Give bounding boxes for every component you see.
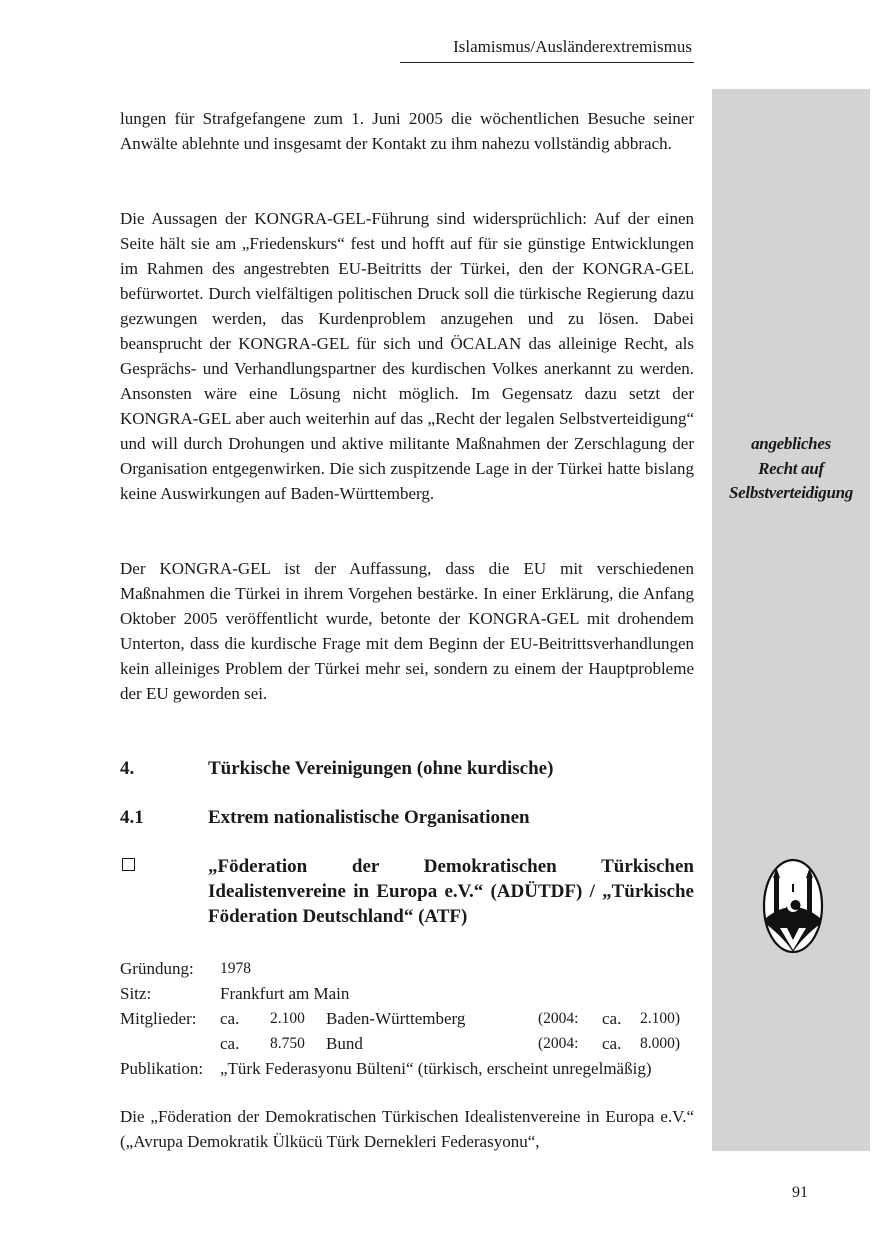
- members-region: Bund: [326, 1034, 363, 1053]
- margin-note-line: Recht auf: [758, 458, 824, 478]
- info-label: Gründung:: [120, 959, 194, 978]
- section-number: 4.: [120, 758, 135, 779]
- section-number: 4.1: [120, 807, 144, 828]
- info-row-publication: [120, 1056, 700, 1081]
- info-row-members: [120, 1031, 700, 1056]
- checkbox-bullet-icon: [122, 858, 135, 871]
- members-region: Baden-Württemberg: [326, 1009, 466, 1028]
- organization-info: [120, 956, 700, 1081]
- info-label: Sitz:: [120, 984, 152, 1003]
- info-row-founding: [120, 956, 700, 981]
- crescent-mosque-emblem-icon: [762, 858, 824, 954]
- margin-sidebar: [712, 89, 870, 1151]
- info-value: Frankfurt am Main: [220, 984, 350, 1003]
- running-head: [400, 36, 694, 63]
- members-prev-approx: ca.: [602, 1034, 622, 1053]
- section-title: Extrem nationalistische Organisationen: [208, 807, 530, 828]
- running-head-text: Islamismus/Ausländerextremismus: [453, 37, 692, 56]
- members-prev-approx: ca.: [602, 1009, 622, 1028]
- page-number: 91: [792, 1184, 808, 1201]
- info-value: „Türk Federasyonu Bülteni“ (türkisch, erscheint unregelmäßig): [220, 1059, 652, 1078]
- paragraph: Der KONGRA-GEL ist der Auffassung, dass die EU mit verschiedenen Maßnahmen die Türkei in ihrem Vorgehen bestärke. In einer Erklärung, die Anfang Oktober 2005 veröffentlicht wurde, betonte der KONGRA-GEL mit drohendem Unterton, dass die kurdische Frage mit dem Beginn der EU-Beitrittsverhandlungen kein alleiniges Problem der Türkei mehr sei, sondern zu einem der Hauptprobleme der EU geworden sei.: [120, 559, 694, 703]
- organization-heading: [120, 854, 694, 929]
- margin-note-line: angebliches: [751, 434, 831, 453]
- margin-note: [712, 432, 870, 506]
- info-row-seat: [120, 981, 700, 1006]
- members-approx: ca.: [220, 1009, 240, 1028]
- members-count: 8.750: [270, 1035, 305, 1052]
- members-prev-year: (2004:: [538, 1010, 579, 1027]
- members-count: 2.100: [270, 1010, 305, 1027]
- members-prev-count: 2.100): [640, 1010, 681, 1027]
- members-prev-count: 8.000): [640, 1035, 681, 1052]
- paragraph: Die Aussagen der KONGRA-GEL-Führung sind widersprüchlich: Auf der einen Seite hält sie am „Friedenskurs“ fest und hofft auf für sie günstige Entwicklungen im Rahmen des angestrebten EU-Beitritts der Türkei, den der KONGRA-GEL befürwortet. Durch vielfältigen politischen Druck soll die türkische Regierung dazu gezwungen werden, das Kurdenproblem anzugehen und zu lösen. Dabei beansprucht der KONGRA-GEL für sich und ÖCALAN das alleinige Recht, als Gesprächs- und Verhandlungspartner des kurdischen Volkes anerkannt zu werden. Ansonsten wäre eine Lösung nicht möglich. Im Gegensatz dazu setzt der KONGRA-GEL aber auch weiterhin auf das „Recht der legalen Selbstverteidigung“ und will durch Drohungen und aktive militante Maßnahmen der Zerschlagung der Organisation entgegenwirken. Die sich zuspitzende Lage in der Türkei hatte bislang keine Auswirkungen auf Baden-Württemberg.: [120, 209, 694, 503]
- info-value: 1978: [220, 960, 251, 977]
- section-title: Türkische Vereinigungen (ohne kurdische): [208, 758, 554, 779]
- info-label: Mitglieder:: [120, 1009, 197, 1028]
- paragraph: lungen für Strafgefangene zum 1. Juni 2005 die wöchentlichen Besuche seiner Anwälte ablehnte und insgesamt der Kontakt zu ihm nahezu vollständig abbrach.: [120, 109, 694, 153]
- info-label: Publikation:: [120, 1059, 204, 1078]
- organization-title: „Föderation der Demokratischen Türkischen Idealistenvereine in Europa e.V.“ (ADÜTDF) / „Türkische Föderation Deutschland“ (ATF): [208, 856, 694, 927]
- paragraph: Die „Föderation der Demokratischen Türkischen Idealistenvereine in Europa e.V.“ („Avrupa Demokratik Ülkücü Türk Dernekleri Federasyonu“,: [120, 1107, 694, 1151]
- info-row-members: [120, 1006, 700, 1031]
- members-approx: ca.: [220, 1034, 240, 1053]
- members-prev-year: (2004:: [538, 1035, 579, 1052]
- margin-note-line: Selbstverteidigung: [729, 483, 853, 502]
